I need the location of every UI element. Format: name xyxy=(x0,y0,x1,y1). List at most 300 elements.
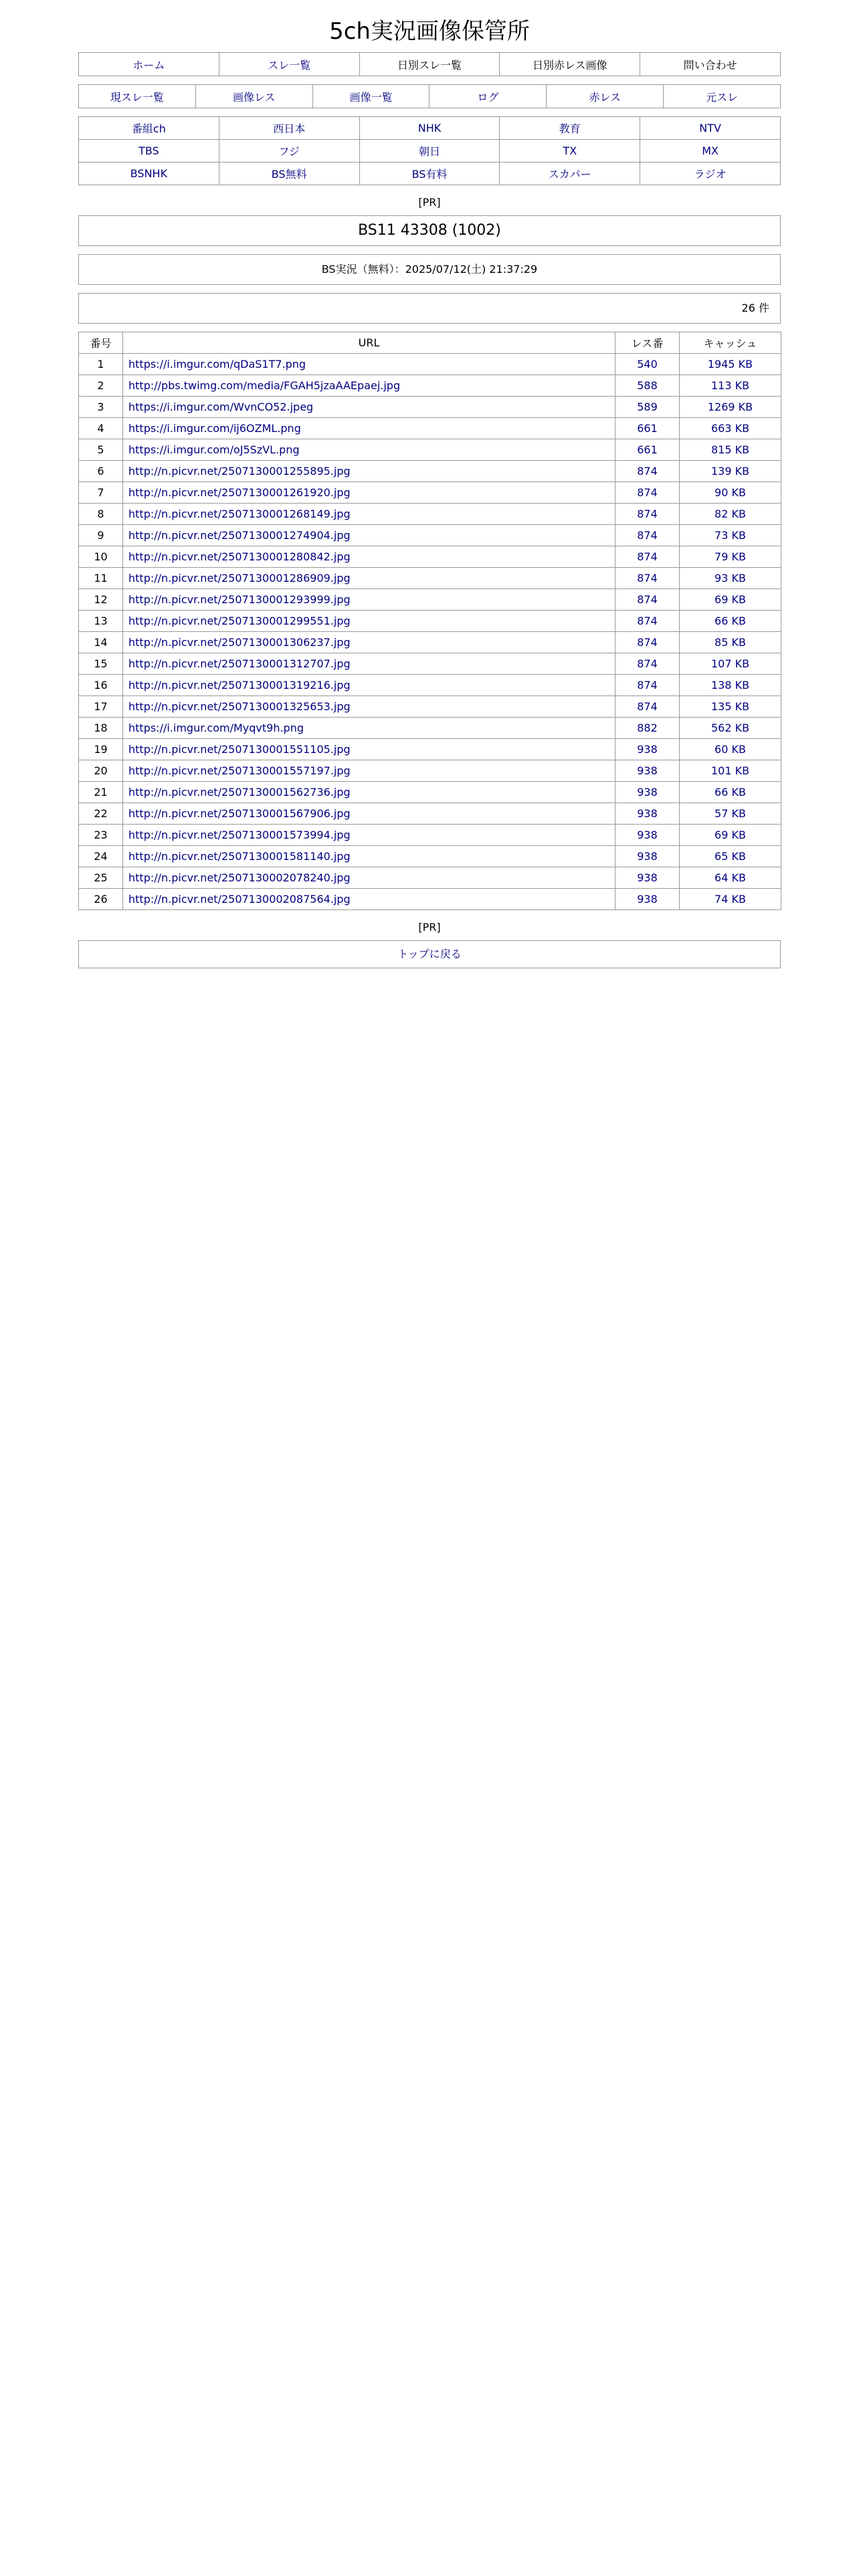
subnav-original-thread-link[interactable]: 元スレ xyxy=(706,90,739,104)
row-cache-link[interactable]: 82 KB xyxy=(714,508,746,520)
channel-link-ntv[interactable]: NTV xyxy=(699,122,721,134)
row-res-cell xyxy=(615,653,680,675)
row-number: 9 xyxy=(97,529,104,542)
channel-cell xyxy=(219,140,359,163)
row-url-link[interactable]: http://n.picvr.net/2507130001261920.jpg xyxy=(128,486,351,499)
table-row xyxy=(79,461,781,482)
row-cache-cell xyxy=(680,739,781,760)
row-res-cell xyxy=(615,418,680,439)
row-url-cell xyxy=(123,760,615,782)
row-url-cell xyxy=(123,568,615,589)
row-res-link[interactable]: 938 xyxy=(637,743,658,756)
table-row xyxy=(79,739,781,760)
channel-cell xyxy=(500,140,640,163)
row-url-cell xyxy=(123,439,615,461)
row-cache-link[interactable]: 135 KB xyxy=(710,700,750,713)
row-url-link[interactable]: http://n.picvr.net/2507130001581140.jpg xyxy=(128,850,351,863)
row-cache-cell xyxy=(680,525,781,546)
row-num-cell xyxy=(79,546,123,568)
row-cache-link[interactable]: 90 KB xyxy=(714,486,746,499)
row-num-cell xyxy=(79,568,123,589)
row-res-link[interactable]: 874 xyxy=(637,636,658,649)
row-res-cell xyxy=(615,354,680,375)
row-url-cell xyxy=(123,867,615,889)
channel-cell xyxy=(219,117,359,140)
row-cache-cell xyxy=(680,375,781,397)
row-num-cell xyxy=(79,739,123,760)
row-url-link[interactable]: http://n.picvr.net/2507130001286909.jpg xyxy=(128,572,351,584)
pr-label-bottom: [PR] xyxy=(418,921,441,934)
row-url-link[interactable]: http://n.picvr.net/2507130001325653.jpg xyxy=(128,700,351,713)
row-number: 23 xyxy=(94,829,108,841)
subnav-image-list-cell xyxy=(312,85,430,108)
table-row xyxy=(79,525,781,546)
row-cache-cell xyxy=(680,354,781,375)
row-number: 6 xyxy=(97,465,104,477)
channel-link-nhk[interactable]: NHK xyxy=(417,122,442,134)
row-num-cell xyxy=(79,653,123,675)
nav-daily-thread-list-cell xyxy=(359,53,500,76)
row-cache-link[interactable]: 85 KB xyxy=(714,636,746,649)
row-url-cell xyxy=(123,825,615,846)
row-url-link[interactable]: https://i.imgur.com/qDaS1T7.png xyxy=(128,358,306,370)
row-num-cell xyxy=(79,397,123,418)
channel-link-kyoiku[interactable]: 教育 xyxy=(559,122,581,135)
table-row xyxy=(79,504,781,525)
row-number: 8 xyxy=(97,508,104,520)
channel-cell xyxy=(640,140,781,163)
row-url-cell xyxy=(123,418,615,439)
channel-link-bs-free[interactable]: BS無料 xyxy=(271,168,307,181)
row-cache-cell xyxy=(680,546,781,568)
row-url-link[interactable]: http://n.picvr.net/2507130002087564.jpg xyxy=(128,893,351,905)
row-number: 4 xyxy=(97,422,104,435)
header-num: 番号 xyxy=(79,332,123,354)
row-url-cell xyxy=(123,589,615,611)
row-number: 18 xyxy=(94,722,108,734)
row-res-cell xyxy=(615,439,680,461)
row-cache-link[interactable]: 73 KB xyxy=(714,529,746,542)
table-row xyxy=(79,846,781,867)
subnav-red-res-link[interactable]: 赤レス xyxy=(589,90,621,104)
row-cache-cell xyxy=(680,482,781,504)
row-res-link[interactable]: 661 xyxy=(637,422,658,435)
row-res-cell xyxy=(615,718,680,739)
row-number: 24 xyxy=(94,850,108,863)
table-row xyxy=(79,889,781,910)
row-url-cell xyxy=(123,611,615,632)
subnav-red-res-cell xyxy=(547,85,664,108)
row-cache-link[interactable]: 69 KB xyxy=(714,829,746,841)
row-cache-cell xyxy=(680,418,781,439)
row-res-cell xyxy=(615,546,680,568)
row-cache-link[interactable]: 65 KB xyxy=(714,850,746,863)
row-url-cell xyxy=(123,889,615,910)
row-res-link[interactable]: 938 xyxy=(637,850,658,863)
row-url-cell xyxy=(123,354,615,375)
row-res-cell xyxy=(615,760,680,782)
row-res-cell xyxy=(615,589,680,611)
row-url-link[interactable]: http://n.picvr.net/2507130001573994.jpg xyxy=(128,829,351,841)
row-num-cell xyxy=(79,867,123,889)
row-url-cell xyxy=(123,653,615,675)
row-res-cell xyxy=(615,482,680,504)
row-number: 3 xyxy=(97,401,104,413)
table-row xyxy=(79,803,781,825)
row-url-link[interactable]: http://n.picvr.net/2507130001255895.jpg xyxy=(128,465,351,477)
table-row xyxy=(79,760,781,782)
channel-link-bangumi[interactable]: 番組ch xyxy=(131,122,166,135)
row-res-cell xyxy=(615,375,680,397)
row-url-link[interactable]: https://i.imgur.com/oJ5SzVL.png xyxy=(128,443,300,456)
thread-info: BS実況（無料）：2025/07/12(土) 21:37:29 xyxy=(78,254,781,285)
row-url-link[interactable]: http://n.picvr.net/2507130001567906.jpg xyxy=(128,807,351,820)
row-cache-cell xyxy=(680,782,781,803)
row-res-cell xyxy=(615,611,680,632)
row-url-link[interactable]: http://n.picvr.net/2507130001312707.jpg xyxy=(128,657,351,670)
table-row xyxy=(79,397,781,418)
row-res-link[interactable]: 874 xyxy=(637,657,658,670)
row-url-link[interactable]: http://n.picvr.net/2507130002078240.jpg xyxy=(128,871,351,884)
row-cache-cell xyxy=(680,675,781,696)
row-res-link[interactable]: 874 xyxy=(637,486,658,499)
row-num-cell xyxy=(79,482,123,504)
channel-nav xyxy=(78,116,781,185)
row-number: 10 xyxy=(94,550,108,563)
channel-cell xyxy=(79,117,219,140)
row-cache-link[interactable]: 60 KB xyxy=(714,743,746,756)
row-cache-link[interactable]: 79 KB xyxy=(714,550,746,563)
subnav-image-res-link[interactable]: 画像レス xyxy=(232,90,276,104)
row-url-cell xyxy=(123,739,615,760)
row-res-link[interactable]: 938 xyxy=(637,893,658,905)
row-cache-link[interactable]: 57 KB xyxy=(714,807,746,820)
channel-link-nishinihon[interactable]: 西日本 xyxy=(273,122,306,135)
channel-link-radio[interactable]: ラジオ xyxy=(694,168,727,181)
row-url-link[interactable]: http://n.picvr.net/2507130001551105.jpg xyxy=(128,743,351,756)
row-cache-cell xyxy=(680,718,781,739)
row-cache-link[interactable]: 139 KB xyxy=(710,465,750,477)
row-cache-link[interactable]: 138 KB xyxy=(710,679,750,691)
nav-home-link[interactable]: ホーム xyxy=(132,58,165,72)
row-res-cell xyxy=(615,525,680,546)
table-row xyxy=(79,675,781,696)
row-url-link[interactable]: http://pbs.twimg.com/media/FGAH5jzaAAEpaej.jpg xyxy=(128,379,401,392)
table-row xyxy=(79,825,781,846)
table-row xyxy=(79,546,781,568)
row-num-cell xyxy=(79,846,123,867)
row-url-cell xyxy=(123,803,615,825)
row-cache-cell xyxy=(680,825,781,846)
row-res-cell xyxy=(615,568,680,589)
row-cache-link[interactable]: 113 KB xyxy=(710,379,750,392)
table-row xyxy=(79,418,781,439)
row-url-cell xyxy=(123,504,615,525)
channel-cell xyxy=(79,163,219,185)
row-url-link[interactable]: http://n.picvr.net/2507130001306237.jpg xyxy=(128,636,351,649)
table-row xyxy=(79,482,781,504)
row-num-cell xyxy=(79,825,123,846)
channel-link-tx[interactable]: TX xyxy=(563,144,577,157)
row-number: 16 xyxy=(94,679,108,691)
row-url-cell xyxy=(123,397,615,418)
thread-title: BS11 43308 (1002) xyxy=(78,215,781,246)
header-res: レス番 xyxy=(615,332,680,354)
row-res-link[interactable]: 874 xyxy=(637,700,658,713)
row-number: 14 xyxy=(94,636,108,649)
channel-cell xyxy=(500,163,640,185)
row-url-link[interactable]: http://n.picvr.net/2507130001557197.jpg xyxy=(128,764,351,777)
table-row xyxy=(79,439,781,461)
nav-thread-list-link[interactable]: スレ一覧 xyxy=(268,58,311,72)
row-url-link[interactable]: https://i.imgur.com/WvnCO52.jpeg xyxy=(128,401,314,413)
row-cache-link[interactable]: 562 KB xyxy=(710,722,750,734)
row-cache-cell xyxy=(680,696,781,718)
row-number: 25 xyxy=(94,871,108,884)
row-number: 21 xyxy=(94,786,108,798)
row-number: 22 xyxy=(94,807,108,820)
table-row xyxy=(79,354,781,375)
header-cache: キャッシュ xyxy=(680,332,781,354)
row-number: 5 xyxy=(97,443,104,456)
row-number: 11 xyxy=(94,572,108,584)
row-number: 15 xyxy=(94,657,108,670)
channel-cell xyxy=(640,117,781,140)
row-res-link[interactable]: 938 xyxy=(637,829,658,841)
row-cache-cell xyxy=(680,461,781,482)
row-url-cell xyxy=(123,482,615,504)
table-body xyxy=(79,354,781,910)
row-number: 1 xyxy=(97,358,104,370)
table-row xyxy=(79,653,781,675)
row-res-cell xyxy=(615,889,680,910)
page-container xyxy=(78,0,781,968)
row-cache-link[interactable]: 815 KB xyxy=(710,443,750,456)
row-res-link[interactable]: 882 xyxy=(637,722,658,734)
row-num-cell xyxy=(79,525,123,546)
nav-thread-list-cell xyxy=(219,53,359,76)
row-res-cell xyxy=(615,461,680,482)
row-num-cell xyxy=(79,611,123,632)
row-res-link[interactable]: 874 xyxy=(637,679,658,691)
row-url-cell xyxy=(123,696,615,718)
table-row xyxy=(79,589,781,611)
nav-contact-cell xyxy=(640,53,781,76)
row-cache-cell xyxy=(680,846,781,867)
row-res-link[interactable]: 874 xyxy=(637,593,658,606)
row-num-cell xyxy=(79,439,123,461)
row-cache-link[interactable]: 663 KB xyxy=(710,422,750,435)
row-number: 2 xyxy=(97,379,104,392)
row-number: 20 xyxy=(94,764,108,777)
row-cache-cell xyxy=(680,611,781,632)
channel-link-skyperfect[interactable]: スカパー xyxy=(548,168,591,181)
row-cache-link[interactable]: 93 KB xyxy=(714,572,746,584)
row-cache-cell xyxy=(680,589,781,611)
row-cache-cell xyxy=(680,803,781,825)
channel-cell xyxy=(359,117,500,140)
row-url-link[interactable]: http://n.picvr.net/2507130001274904.jpg xyxy=(128,529,351,542)
channel-cell xyxy=(219,163,359,185)
row-url-link[interactable]: http://n.picvr.net/2507130001562736.jpg xyxy=(128,786,351,798)
row-num-cell xyxy=(79,889,123,910)
image-url-table xyxy=(78,332,781,910)
subnav-current-threads-cell xyxy=(79,85,196,108)
row-url-cell xyxy=(123,718,615,739)
row-url-cell xyxy=(123,546,615,568)
channel-link-asahi[interactable]: 朝日 xyxy=(418,145,440,158)
row-res-cell xyxy=(615,739,680,760)
row-url-cell xyxy=(123,846,615,867)
row-res-cell xyxy=(615,632,680,653)
row-cache-cell xyxy=(680,568,781,589)
channel-link-tbs[interactable]: TBS xyxy=(138,144,159,157)
row-url-cell xyxy=(123,632,615,653)
row-cache-cell xyxy=(680,504,781,525)
row-number: 7 xyxy=(97,486,104,499)
row-res-cell xyxy=(615,846,680,867)
table-row xyxy=(79,611,781,632)
channel-link-bs-paid[interactable]: BS有料 xyxy=(411,168,448,181)
row-cache-cell xyxy=(680,867,781,889)
row-res-link[interactable]: 874 xyxy=(637,465,658,477)
table-row xyxy=(79,718,781,739)
row-cache-link[interactable]: 66 KB xyxy=(714,786,746,798)
nav-daily-red-images-text: 日別赤レス画像 xyxy=(533,58,607,72)
row-res-cell xyxy=(615,397,680,418)
nav-contact-text: 問い合わせ xyxy=(683,58,737,72)
row-res-cell xyxy=(615,782,680,803)
pr-label-top: [PR] xyxy=(418,196,441,209)
row-res-link[interactable]: 588 xyxy=(637,379,658,392)
row-url-cell xyxy=(123,375,615,397)
row-num-cell xyxy=(79,718,123,739)
row-num-cell xyxy=(79,418,123,439)
row-cache-link[interactable]: 1945 KB xyxy=(707,358,753,370)
row-cache-link[interactable]: 69 KB xyxy=(714,593,746,606)
row-num-cell xyxy=(79,696,123,718)
row-num-cell xyxy=(79,782,123,803)
row-res-link[interactable]: 540 xyxy=(637,358,658,370)
row-res-link[interactable]: 874 xyxy=(637,529,658,542)
sub-nav xyxy=(78,84,781,108)
channel-cell xyxy=(79,140,219,163)
channel-cell xyxy=(359,163,500,185)
row-cache-link[interactable]: 66 KB xyxy=(714,615,746,627)
table-row xyxy=(79,568,781,589)
row-cache-link[interactable]: 101 KB xyxy=(710,764,750,777)
row-url-cell xyxy=(123,461,615,482)
row-cache-cell xyxy=(680,760,781,782)
row-num-cell xyxy=(79,589,123,611)
row-num-cell xyxy=(79,354,123,375)
subnav-original-thread-cell xyxy=(664,85,781,108)
row-res-link[interactable]: 874 xyxy=(637,508,658,520)
row-cache-cell xyxy=(680,889,781,910)
nav-home-cell xyxy=(79,53,219,76)
row-url-cell xyxy=(123,675,615,696)
row-cache-cell xyxy=(680,632,781,653)
row-num-cell xyxy=(79,675,123,696)
row-number: 12 xyxy=(94,593,108,606)
nav-daily-red-images-cell xyxy=(500,53,640,76)
row-res-cell xyxy=(615,825,680,846)
row-url-cell xyxy=(123,525,615,546)
row-url-cell xyxy=(123,782,615,803)
channel-link-mx[interactable]: MX xyxy=(702,144,719,157)
back-to-top-link[interactable]: トップに戻る xyxy=(397,948,462,960)
table-row xyxy=(79,375,781,397)
subnav-current-threads-link[interactable]: 現スレ一覧 xyxy=(110,90,164,104)
table-row xyxy=(79,696,781,718)
row-cache-link[interactable]: 74 KB xyxy=(714,893,746,905)
row-cache-cell xyxy=(680,439,781,461)
row-res-link[interactable]: 938 xyxy=(637,807,658,820)
channel-link-bsnhk[interactable]: BSNHK xyxy=(130,167,168,180)
row-num-cell xyxy=(79,375,123,397)
row-cache-link[interactable]: 64 KB xyxy=(714,871,746,884)
row-url-link[interactable]: http://n.picvr.net/2507130001299551.jpg xyxy=(128,615,351,627)
back-to-top-box xyxy=(78,940,781,968)
row-res-link[interactable]: 874 xyxy=(637,572,658,584)
row-res-cell xyxy=(615,675,680,696)
table-header-row xyxy=(79,332,781,354)
table-row xyxy=(79,632,781,653)
subnav-log-link[interactable]: ログ xyxy=(477,90,499,104)
channel-cell xyxy=(359,140,500,163)
row-number: 26 xyxy=(94,893,108,905)
channel-cell xyxy=(640,163,781,185)
row-res-cell xyxy=(615,867,680,889)
row-url-link[interactable]: http://n.picvr.net/2507130001268149.jpg xyxy=(128,508,351,520)
row-url-link[interactable]: http://n.picvr.net/2507130001319216.jpg xyxy=(128,679,351,691)
row-cache-cell xyxy=(680,397,781,418)
nav-daily-thread-list-text: 日別スレ一覧 xyxy=(397,58,462,72)
row-res-link[interactable]: 938 xyxy=(637,786,658,798)
row-url-link[interactable]: https://i.imgur.com/Myqvt9h.png xyxy=(128,722,304,734)
row-res-cell xyxy=(615,504,680,525)
row-res-link[interactable]: 589 xyxy=(637,401,658,413)
table-row xyxy=(79,867,781,889)
row-num-cell xyxy=(79,760,123,782)
row-res-cell xyxy=(615,803,680,825)
row-url-link[interactable]: http://n.picvr.net/2507130001280842.jpg xyxy=(128,550,351,563)
row-num-cell xyxy=(79,461,123,482)
subnav-image-res-cell xyxy=(195,85,312,108)
row-res-link[interactable]: 938 xyxy=(637,764,658,777)
subnav-log-cell xyxy=(430,85,547,108)
table-row xyxy=(79,782,781,803)
row-url-link[interactable]: http://n.picvr.net/2507130001293999.jpg xyxy=(128,593,351,606)
row-cache-link[interactable]: 1269 KB xyxy=(707,401,753,413)
row-res-link[interactable]: 938 xyxy=(637,871,658,884)
row-res-link[interactable]: 874 xyxy=(637,615,658,627)
channel-link-fuji[interactable]: フジ xyxy=(278,145,300,158)
site-title: 5ch実況画像保管所 xyxy=(329,18,530,45)
row-res-cell xyxy=(615,696,680,718)
row-url-link[interactable]: https://i.imgur.com/ij6OZML.png xyxy=(128,422,301,435)
row-cache-link[interactable]: 107 KB xyxy=(710,657,750,670)
subnav-image-list-link[interactable]: 画像一覧 xyxy=(349,90,393,104)
row-num-cell xyxy=(79,632,123,653)
result-count: 26 件 xyxy=(78,293,781,324)
header-url: URL xyxy=(123,332,615,354)
row-res-link[interactable]: 874 xyxy=(637,550,658,563)
row-cache-cell xyxy=(680,653,781,675)
row-number: 17 xyxy=(94,700,108,713)
row-res-link[interactable]: 661 xyxy=(637,443,658,456)
row-number: 19 xyxy=(94,743,108,756)
